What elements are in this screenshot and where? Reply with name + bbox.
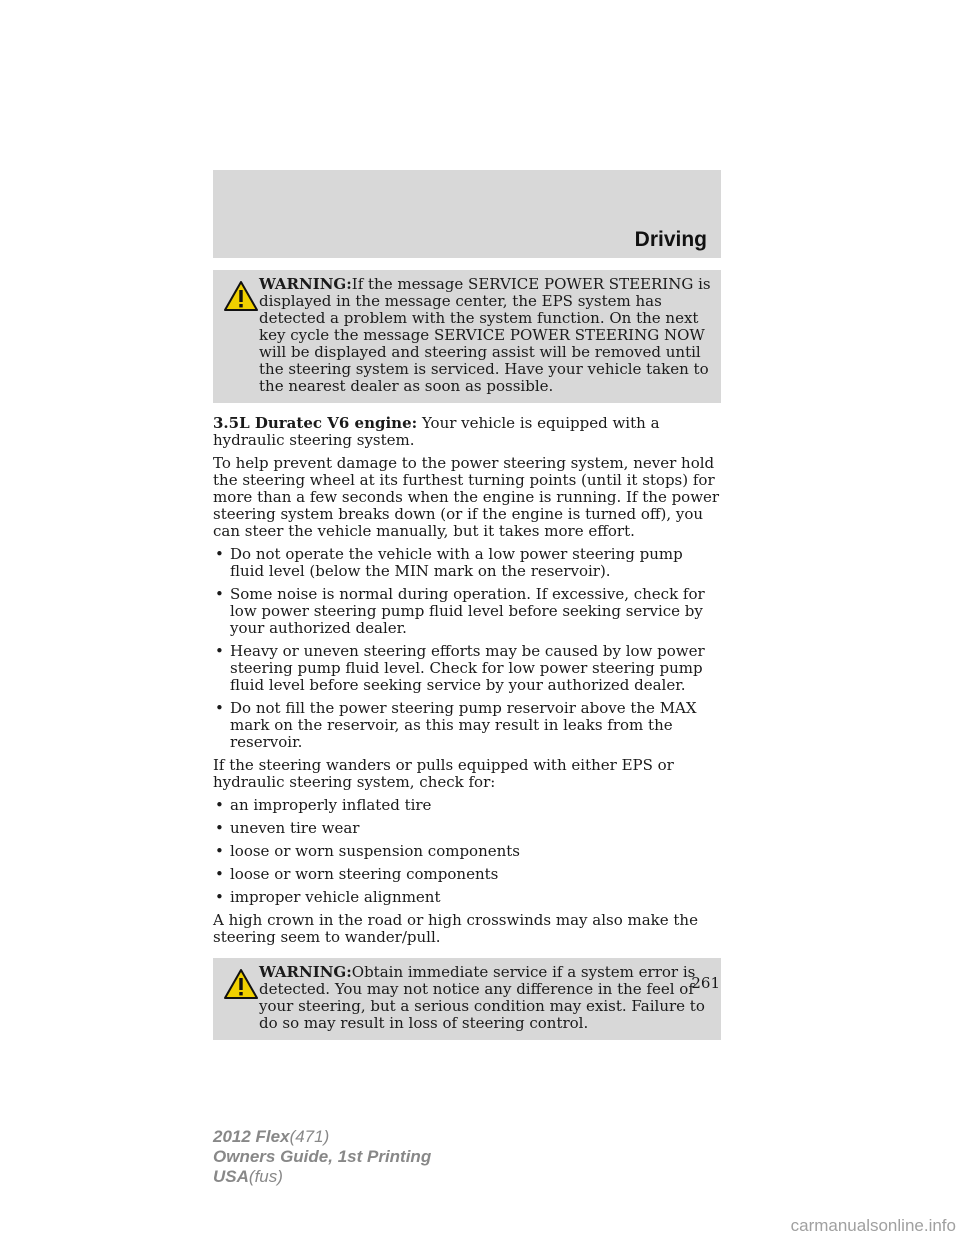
warning-text	[219, 276, 713, 395]
footer-market-code: (fus)	[248, 1167, 283, 1186]
warning-box-service	[213, 958, 721, 1040]
list-item: • loose or worn steering components	[215, 865, 499, 883]
engine-label: 3.5L Duratec V6 engine:	[213, 414, 418, 432]
list-item: • an improperly inflated tire	[215, 796, 432, 814]
footer-market: USA	[213, 1167, 249, 1186]
section-header-band	[213, 170, 721, 258]
list-item: • Do not fill the power steering pump reservoir above the MAX mark on the reservoir, as this may result in leaks from the reservoir.	[215, 699, 697, 751]
page-number: 261	[691, 974, 720, 992]
crown-paragraph: A high crown in the road or high crosswinds may also make the steering seem to wander/pull.	[213, 911, 698, 946]
warning-box-eps	[213, 270, 721, 403]
print-footer	[213, 1127, 431, 1187]
warning-text-rest: detected. You may not notice any difference in the feel of your steering, but a serious condition may exist. Failure to do so may result in loss of steering control.	[259, 980, 705, 1032]
warning-text	[219, 964, 713, 1032]
engine-paragraph	[213, 415, 721, 449]
warning-triangle-icon	[223, 280, 259, 312]
intro-paragraph: To help prevent damage to the power steering system, never hold the steering wheel at its furthest turning points (until it stops) for more than a few seconds when the engine is running. If the power steering system breaks down (or if the engine is turned off), you can steer the vehicle manually, but it takes more effort.	[213, 454, 720, 540]
list-item: • loose or worn suspension components	[215, 842, 521, 860]
list-item: • Heavy or uneven steering efforts may be caused by low power steering pump fluid level. Check for low power steering pump fluid level before seeking service by your authorized dealer.	[215, 642, 705, 694]
engine-text: Your vehicle is equipped with a hydraulic steering system.	[213, 414, 660, 449]
wander-intro-paragraph: If the steering wanders or pulls equipped with either EPS or hydraulic steering system, check for:	[213, 756, 674, 791]
section-title: Driving	[634, 228, 707, 251]
footer-model: 2012 Flex	[213, 1127, 290, 1146]
checks-list	[213, 797, 721, 906]
list-item: • uneven tire wear	[215, 819, 360, 837]
footer-model-code: (471)	[289, 1127, 330, 1146]
watermark: carmanualsonline.info	[790, 1216, 956, 1235]
list-item: • Do not operate the vehicle with a low power steering pump fluid level (below the MIN mark on the reservoir).	[215, 545, 683, 580]
warning-text-lead: If the message SERVICE POWER STEERING is	[351, 275, 711, 293]
list-item: • Some noise is normal during operation. If excessive, check for low power steering pump fluid level before seeking service by your authorized dealer.	[215, 585, 705, 637]
page-content	[213, 270, 721, 1040]
warning-label: WARNING:	[259, 963, 352, 981]
warning-text-rest: displayed in the message center, the EPS system has detected a problem with the system function. On the next key cycle the message SERVICE POWER STEERING NOW will be displayed and steering assist will be removed until the steering system is serviced. Have your vehicle taken to the nearest dealer as soon as possible.	[259, 292, 709, 395]
warning-label: WARNING:	[259, 275, 352, 293]
warning-text-lead: Obtain immediate service if a system error is	[351, 963, 696, 981]
list-item: • improper vehicle alignment	[215, 888, 441, 906]
warning-triangle-icon	[223, 968, 259, 1000]
footer-guide: Owners Guide, 1st Printing	[213, 1147, 432, 1166]
tips-list	[213, 546, 721, 751]
